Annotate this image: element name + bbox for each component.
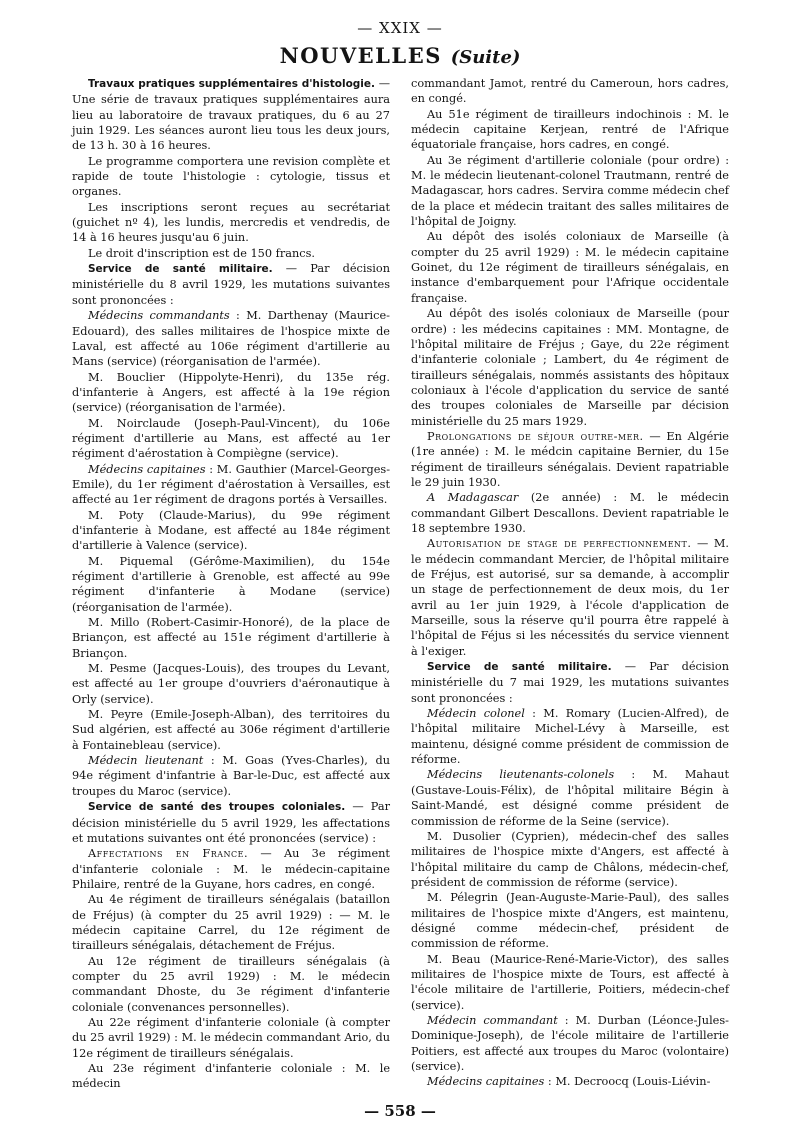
paragraph-text: — Par décision ministérielle du 5 avril 1929, les affectations et mutations suivantes ont été prononcées (service) : <box>72 800 390 845</box>
paragraph <box>411 429 729 490</box>
paragraph-text: commandant Jamot, rentré du Cameroun, hors cadres, en congé. <box>411 77 729 106</box>
paragraph <box>411 890 729 951</box>
paragraph-text: — Par décision ministérielle du 7 mai 1929, les mutations suivantes sont prononcées : <box>411 660 729 705</box>
paragraph <box>411 490 729 536</box>
paragraph <box>411 306 729 429</box>
page-number: — 558 — <box>364 1102 436 1120</box>
right-column <box>411 76 729 1090</box>
paragraph-text: : M. Gauthier (Marcel-Georges-Emile), du 1er régiment d'aérostation à Versailles, est affecté au 1er régiment de dragons portés à Versailles. <box>72 462 391 507</box>
paragraph-text: : M. Mahaut (Gustave-Louis-Félix), de l'hôpital militaire Bégin à Saint-Mandé, est désigné comme président de commission de réforme de la Seine (service). <box>411 768 729 828</box>
paragraph <box>72 554 390 615</box>
paragraph <box>72 416 390 462</box>
paragraph-text: M. Pélegrin (Jean-Auguste-Marie-Paul), des salles militaires de l'hospice mixte d'Angers, est maintenu, désigné comme médecin-chef, président de commission de réforme. <box>411 891 729 951</box>
paragraph <box>72 246 390 261</box>
paragraph-text: Le programme comportera une revision complète et rapide de toute l'histologie : cytologie, tissus et organes. <box>72 154 390 199</box>
paragraph <box>72 661 390 707</box>
paragraph <box>72 707 390 753</box>
paragraph-italic-lead: Médecin commandant <box>427 1013 558 1027</box>
paragraph <box>72 462 390 508</box>
paragraph <box>72 799 390 846</box>
paragraph <box>72 154 390 200</box>
paragraph <box>72 76 390 154</box>
paragraph <box>411 659 729 706</box>
paragraph-text: Au 4e régiment de tirailleurs sénégalais (bataillon de Fréjus) (à compter du 25 avril 1929) : — M. le médecin capitaine Carrel, du 12e régiment de tirailleurs sénégalais, détachement de Fréjus. <box>72 893 390 953</box>
paragraph-text: M. Bouclier (Hippolyte-Henri), du 135e rég. d'infanterie à Angers, est affecté à la 19e région (service) (réorganisation de l'armée). <box>72 370 390 415</box>
paragraph-text: — Au 3e régiment d'infanterie coloniale : M. le médecin-capitaine Philaire, rentré de la Guyane, hors cadres, en congé. <box>72 847 390 891</box>
paragraph-italic-lead: Médecins commandants <box>88 309 230 323</box>
paragraph-text: M. Poty (Claude-Marius), du 99e régiment d'infanterie à Modane, est affecté au 184e régiment d'artillerie à Valence (service). <box>72 508 390 553</box>
paragraph-heading: Service de santé des troupes coloniales. <box>88 801 346 814</box>
paragraph-text: (2e année) : M. le médecin commandant Gilbert Descallons. Devient rapatriable le 18 septembre 1930. <box>411 491 730 535</box>
paragraph-text: Au 22e régiment d'infanterie coloniale (à compter du 25 avril 1929) : M. le médecin commandant Ario, du 12e régiment de tirailleurs sénégalais. <box>72 1015 390 1060</box>
paragraph-text: : M. Decroocq (Louis-Liévin- <box>544 1075 711 1089</box>
paragraph-text: M. Pesme (Jacques-Louis), des troupes du Levant, est affecté au 1er groupe d'ouvriers d'aéronautique à Orly (service). <box>72 662 390 706</box>
paragraph <box>72 200 390 246</box>
paragraph-text: Les inscriptions seront reçues au secrétariat (guichet nº 4), les lundis, mercredis et vendredis, de 14 à 16 heures jusqu'au 6 juin. <box>72 200 390 245</box>
paragraph <box>411 76 729 107</box>
paragraph <box>411 153 729 230</box>
paragraph-text: Le droit d'inscription est de 150 francs. <box>88 246 315 260</box>
paragraph <box>411 1074 729 1089</box>
paragraph-text: : M. Durban (Léonce-Jules-Dominique-Joseph), de l'école militaire de l'artillerie Poitiers, est affecté aux troupes du Maroc (volontaire) (service). <box>411 1013 729 1073</box>
paragraph <box>411 536 729 659</box>
paragraph <box>72 846 390 892</box>
paragraph-text: : M. Darthenay (Maurice-Edouard), des salles militaires de l'hospice mixte de Laval, est affecté au 106e régiment d'artillerie au Mans (service) (réorganisation de l'armée). <box>72 309 390 369</box>
paragraph <box>72 508 390 554</box>
paragraph-heading: Service de santé militaire. <box>88 263 273 276</box>
paragraph <box>72 1061 390 1092</box>
page-title <box>0 43 800 68</box>
paragraph-italic-lead: Médecin lieutenant <box>88 754 204 768</box>
paragraph-smallcaps-lead: Affectations en France. <box>88 847 249 861</box>
paragraph-text: Au 23e régiment d'infanterie coloniale : M. le médecin <box>72 1062 390 1091</box>
paragraph-text: — En Algérie (1re année) : M. le médcin capitaine Bernier, du 15e régiment de tirailleurs sénégalais. Devient rapatriable le 29 juin 1930. <box>411 429 729 489</box>
paragraph-text: M. Dusolier (Cyprien), médecin-chef des salles militaires de l'hospice mixte d'Angers, est affecté à l'hôpital militaire du camp de Châlons, médecin-chef, président de commission de réforme (service). <box>411 829 729 889</box>
paragraph-heading: Service de santé militaire. <box>427 661 612 674</box>
paragraph <box>72 892 390 953</box>
paragraph-text: M. Millo (Robert-Casimir-Honoré), de la place de Briançon, est affecté au 151e régiment d'artillerie à Briançon. <box>72 616 390 660</box>
paragraph-text: M. Noirclaude (Joseph-Paul-Vincent), du 106e régiment d'artillerie au Mans, est affecté au 1er régiment d'aérostation à Compiègne (service). <box>72 416 390 461</box>
paragraph-text: Au 3e régiment d'artillerie coloniale (pour ordre) : M. le médecin lieutenant-colonel Trautmann, rentré de Madagascar, hors cadres. Servira comme médecin chef de la place et médecin traitant des salles militaires de l'hôpital de Joigny. <box>411 153 729 229</box>
paragraph-text: Au 12e régiment de tirailleurs sénégalais (à compter du 25 avril 1929) : M. le médecin commandant Dhoste, du 3e régiment d'infanterie coloniale (convenances personnelles). <box>72 954 390 1014</box>
paragraph <box>411 952 729 1013</box>
paragraph <box>72 954 390 1015</box>
paragraph-italic-lead: Médecins capitaines <box>427 1075 545 1089</box>
paragraph <box>411 1013 729 1074</box>
paragraph-text: Au dépôt des isolés coloniaux de Marseille (à compter du 25 avril 1929) : M. le médecin capitaine Goinet, du 12e régiment de tirailleurs sénégalais, en instance d'embarquement pour l'Afrique occidentale française. <box>411 230 729 305</box>
paragraph-italic-lead: Médecins lieutenants-colonels <box>427 768 615 782</box>
paragraph-text: : M. Goas (Yves-Charles), du 94e régiment d'infantrie à Bar-le-Duc, est affecté aux troupes du Maroc (service). <box>72 754 390 798</box>
title-main: NOUVELLES <box>279 43 442 68</box>
paragraph <box>411 107 729 153</box>
title-suite: (Suite) <box>450 47 521 68</box>
paragraph-text: : M. Romary (Lucien-Alfred), de l'hôpital militaire Michel-Lévy à Marseille, est maintenu, désigné comme président de commission de réforme. <box>411 707 730 767</box>
paragraph-text: M. Beau (Maurice-René-Marie-Victor), des salles militaires de l'hospice mixte de Tours, est affecté à l'école militaire de l'artillerie, Poitiers, médecin-chef (service). <box>411 952 729 1012</box>
paragraph-smallcaps-lead: Autorisation de stage de perfectionnement. <box>427 537 692 551</box>
paragraph <box>411 767 729 828</box>
paragraph <box>72 308 390 369</box>
paragraph-text: Au 51e régiment de tirailleurs indochinois : M. le médecin capitaine Kerjean, rentré de l'Afrique équatoriale française, hors cadres, en congé. <box>411 107 729 152</box>
paragraph <box>72 1015 390 1061</box>
paragraph-heading: Travaux pratiques supplémentaires d'histologie. <box>88 78 376 90</box>
paragraph-text: M. Peyre (Emile-Joseph-Alban), des territoires du Sud algérien, est affecté au 306e régiment d'artillerie à Fontainebleau (service). <box>72 708 390 752</box>
paragraph <box>411 829 729 890</box>
paragraph <box>72 261 390 308</box>
paragraph-italic-lead: Médecins capitaines <box>88 462 206 476</box>
paragraph-text: — Par décision ministérielle du 8 avril 1929, les mutations suivantes sont prononcées : <box>72 262 390 307</box>
paragraph-italic-lead: A Madagascar <box>427 491 519 505</box>
paragraph <box>411 229 729 306</box>
paragraph-text: M. Piquemal (Gérôme-Maximilien), du 154e régiment d'artillerie à Grenoble, est affecté au 99e régiment d'infanterie à Modane (service) (réorganisation de l'armée). <box>72 554 390 614</box>
paragraph-italic-lead: Médecin colonel <box>427 707 525 721</box>
paragraph-text: — M. le médecin commandant Mercier, de l'hôpital militaire de Fréjus, est autorisé, sur sa demande, à accomplir un stage de perfectionnement de deux mois, du 1er avril au 1er juin 1929, à l'école d'application de Marseille, sous la réserve qu'il pourra être rappelé à l'hôpital de Féjus si les nécessités du service viennent à l'exiger. <box>411 537 729 658</box>
roman-page-number: — XXIX — <box>357 19 443 37</box>
paragraph <box>411 706 729 767</box>
paragraph <box>72 615 390 661</box>
paragraph-text: Au dépôt des isolés coloniaux de Marseille (pour ordre) : les médecins capitaines : MM. Montagne, de l'hôpital militaire de Fréjus ; Gaye, du 22e régiment d'infanterie coloniale ; Lambert, du 4e régiment de tirailleurs sénégalais, nommés assistants des hôpitaux coloniaux à l'école d'application du service de santé des troupes coloniales de Marseille par décision ministérielle du 25 mars 1929. <box>411 307 729 428</box>
paragraph-smallcaps-lead: Prolongations de séjour outre-mer. <box>427 429 644 443</box>
left-column <box>72 76 390 1092</box>
paragraph <box>72 753 390 799</box>
paragraph-text: — Une série de travaux pratiques supplémentaires aura lieu au laboratoire de travaux pratiques, du 6 au 27 juin 1929. Les séances auront lieu tous les deux jours, de 13 h. 30 à 16 heures. <box>72 77 391 153</box>
paragraph <box>72 370 390 416</box>
